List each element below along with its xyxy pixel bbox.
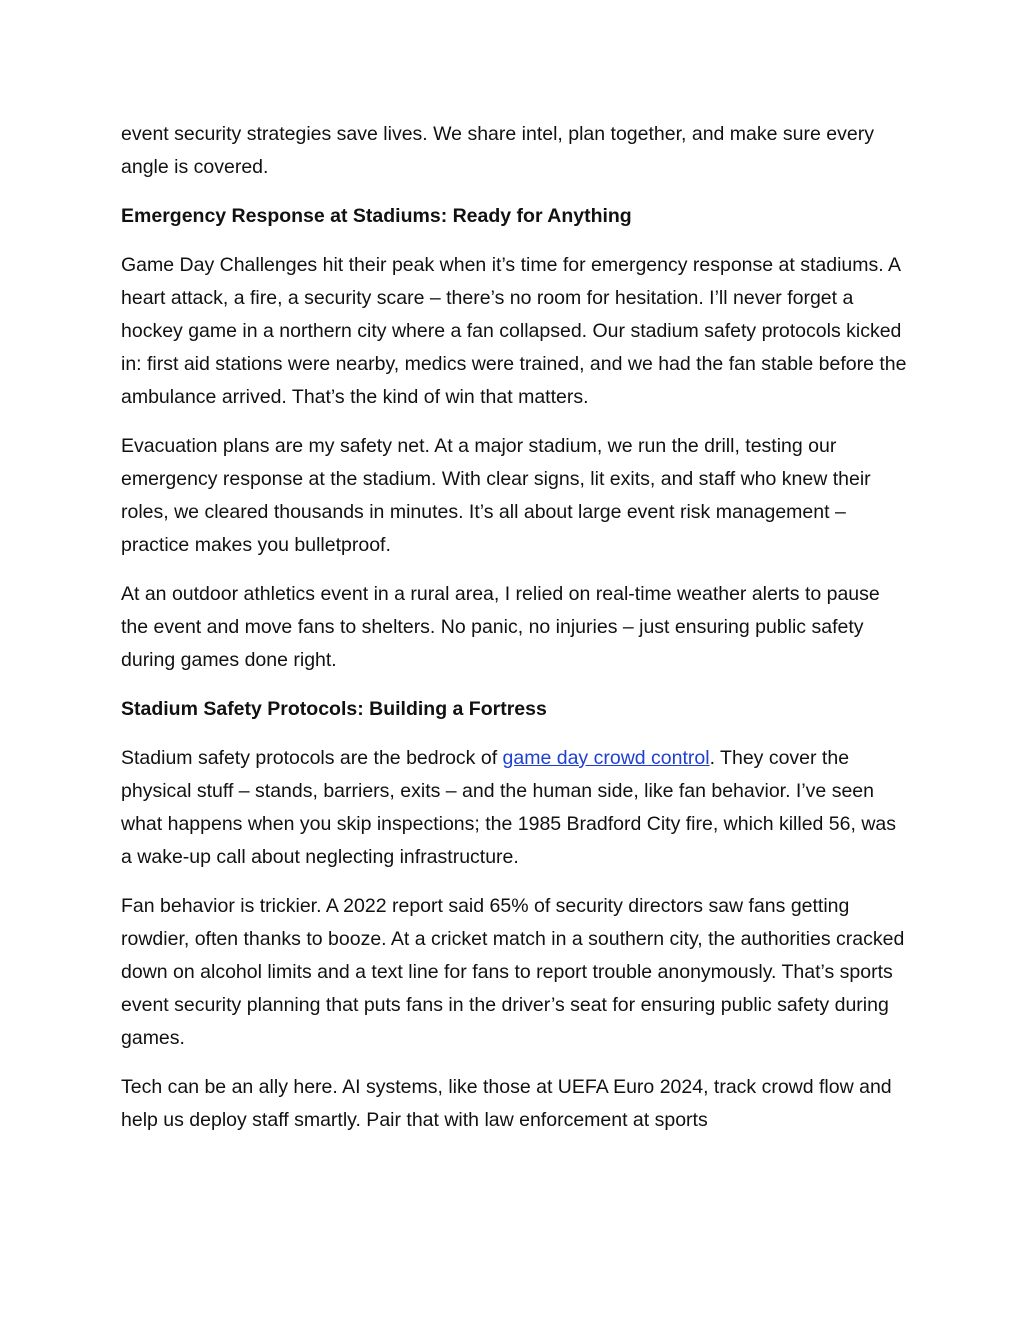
heading-safety-protocols: Stadium Safety Protocols: Building a Fortress xyxy=(121,698,547,720)
paragraph-tech: Tech can be an ally here. AI systems, like those at UEFA Euro 2024, track crowd flow and help us deploy staff smartly. Pair that with law enforcement at sports xyxy=(121,1076,892,1131)
document-page xyxy=(121,118,911,1153)
paragraph-evacuation: Evacuation plans are my safety net. At a major stadium, we run the drill, testing our emergency response at the stadium. With clear signs, lit exits, and staff who knew their roles, we cleared thousands in minutes. It’s all about large event risk management – practice makes you bulletproof. xyxy=(121,435,871,556)
paragraph-protocols-rest: . They cover the physical stuff – stands, barriers, exits – and the human side, like fan behavior. I’ve seen what happens when you skip inspections; the 1985 Bradford City fire, which killed 56, was a wake-up call about neglecting infrastructure. xyxy=(121,747,897,868)
paragraph-protocols-lead: Stadium safety protocols are the bedrock of xyxy=(121,747,503,769)
paragraph-game-day: Game Day Challenges hit their peak when it’s time for emergency response at stadiums. A heart attack, a fire, a security scare – there’s no room for hesitation. I’ll never forget a hockey game in a northern city where a fan collapsed. Our stadium safety protocols kicked in: first aid stations were nearby, medics were trained, and we had the fan stable before the ambulance arrived. That’s the kind of win that matters. xyxy=(121,254,907,408)
paragraph-fan-behavior: Fan behavior is trickier. A 2022 report said 65% of security directors saw fans getting rowdier, often thanks to booze. At a cricket match in a southern city, the authorities cracked down on alcohol limits and a text line for fans to report trouble anonymously. That’s sports event security planning that puts fans in the driver’s seat for ensuring public safety during games. xyxy=(121,895,905,1049)
heading-emergency-response: Emergency Response at Stadiums: Ready for Anything xyxy=(121,205,632,227)
paragraph-weather: At an outdoor athletics event in a rural area, I relied on real-time weather alerts to pause the event and move fans to shelters. No panic, no injuries – just ensuring public safety during games done right. xyxy=(121,583,880,671)
crowd-control-link[interactable]: game day crowd control xyxy=(502,747,710,769)
paragraph-intro: event security strategies save lives. We share intel, plan together, and make sure every angle is covered. xyxy=(121,123,874,178)
paragraph-protocols xyxy=(121,742,911,874)
